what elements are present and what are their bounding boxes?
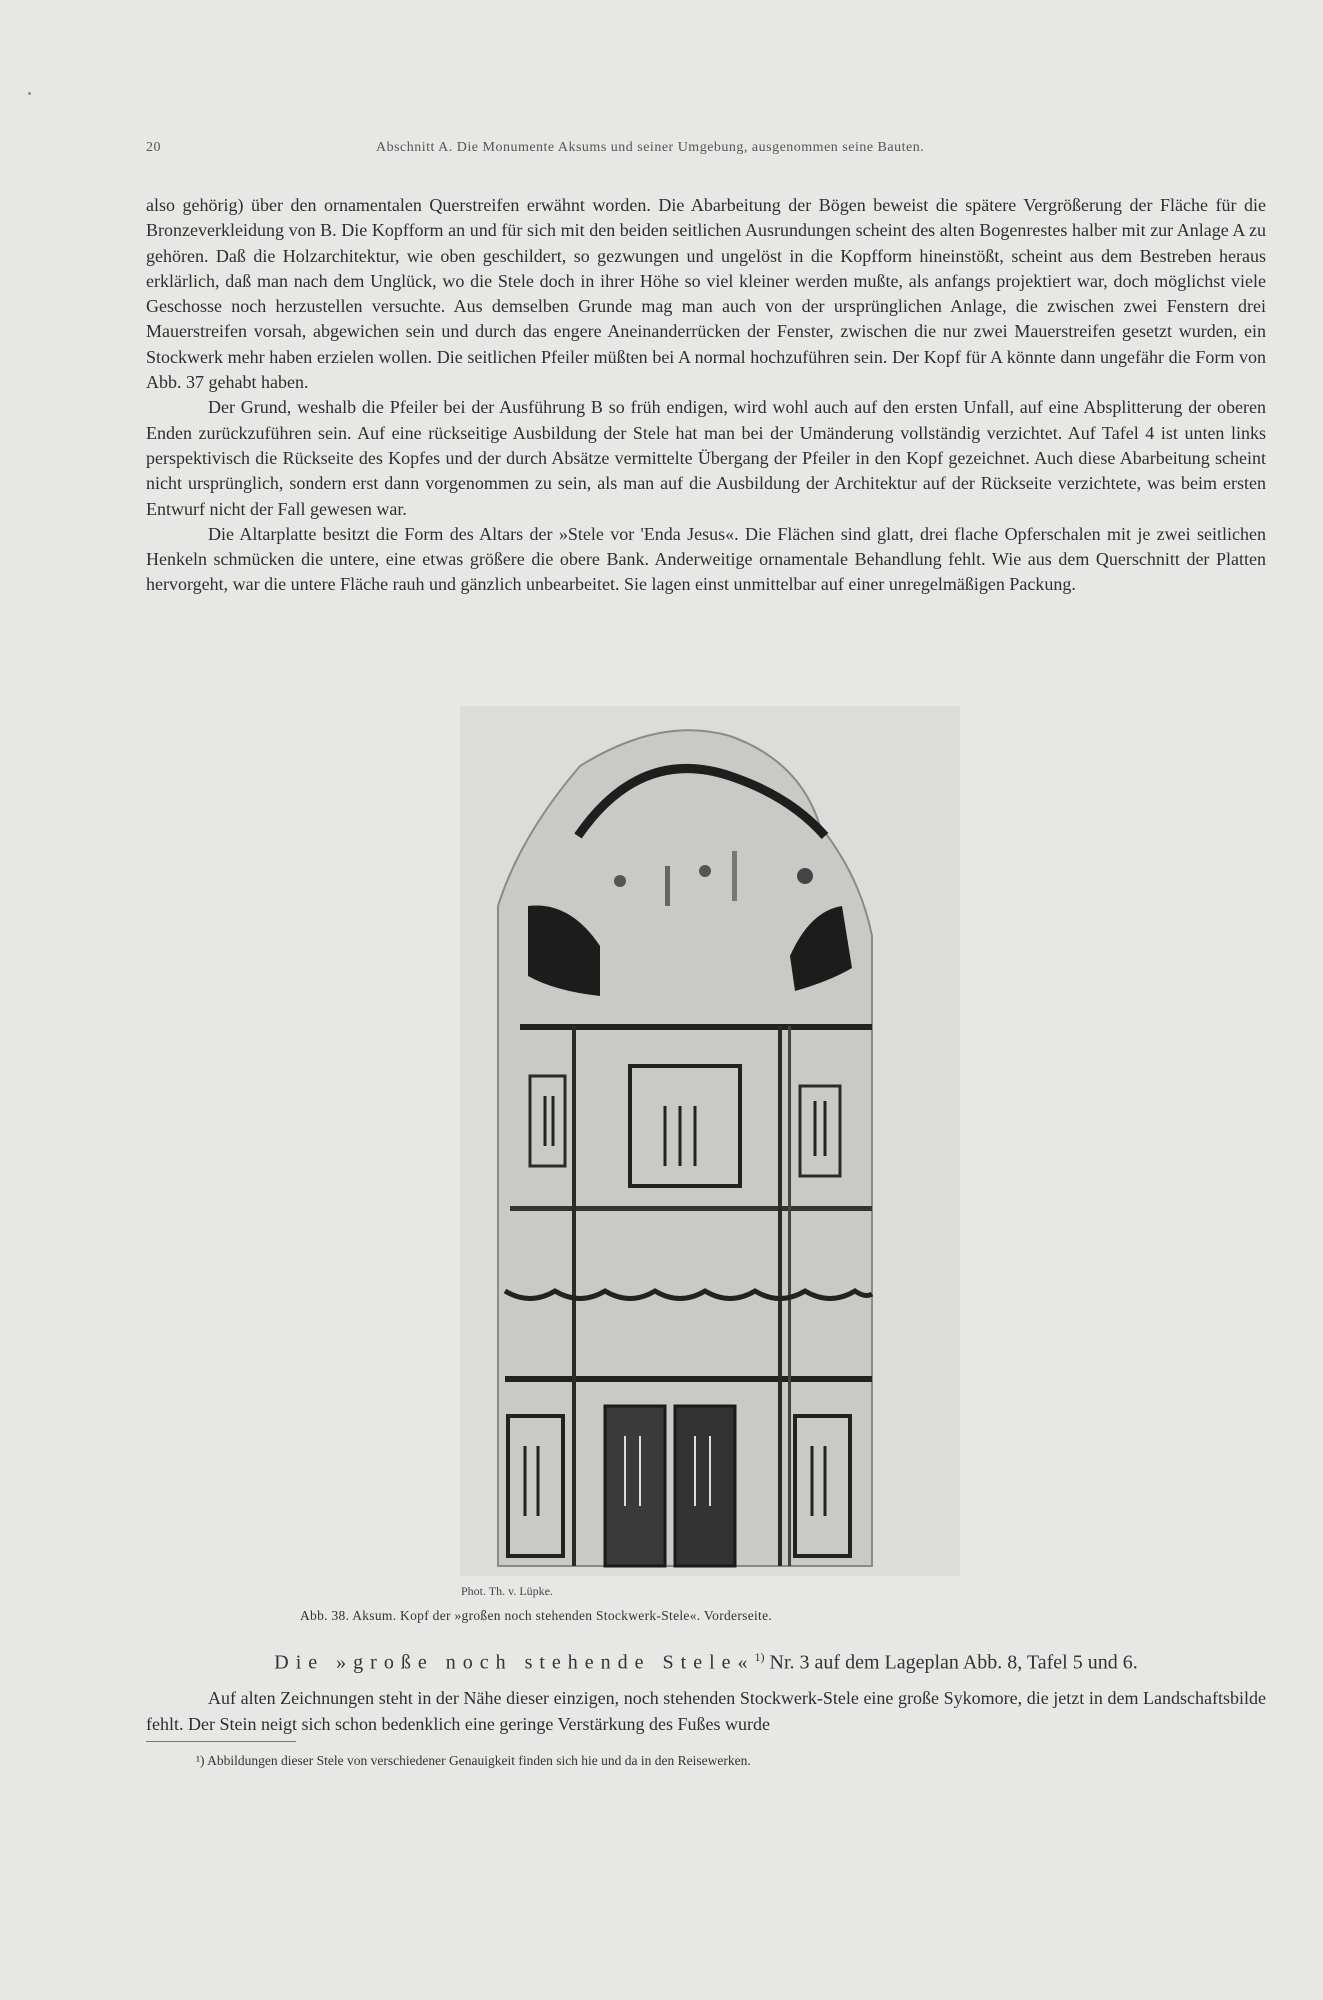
paragraph-3: Die Altarplatte besitzt die Form des Altars der »Stele vor 'Enda Jesus«. Die Flächen sind glatt, drei flache Opferschalen mit je zwei seitlichen Henkeln schmücken die untere, eine etwas größere die obere Bank. Anderweitige ornamentale Behandlung fehlt. Wie aus dem Querschnitt der Platten hervorgeht, war die untere Fläche rauh und gänzlich unbearbeitet. Sie lagen einst unmittelbar auf einer unregelmäßigen Packung.: [146, 523, 1266, 595]
section-paragraph: Auf alten Zeichnungen steht in der Nähe dieser einzigen, noch stehenden Stockwerk-Stele eine große Sykomore, die jetzt in dem Landschaftsbilde fehlt. Der Stein neigt sich schon bedenklich eine geringe Verstärkung des Fußes wurde: [146, 1688, 1266, 1734]
stele-photograph: [460, 706, 960, 1576]
running-title: Abschnitt A. Die Monumente Aksums und seiner Umgebung, ausgenommen seine Bauten.: [376, 140, 925, 155]
scan-speck: [28, 92, 31, 95]
figure-caption: Abb. 38. Aksum. Kopf der »großen noch stehenden Stockwerk-Stele«. Vorderseite.: [300, 1608, 773, 1623]
section-body: [146, 1685, 1266, 1737]
paragraph-2: Der Grund, weshalb die Pfeiler bei der Ausführung B so früh endigen, wird wohl auch auf den ersten Unfall, auf eine Absplitterung der oberen Enden zurückzuführen sein. Auf eine rückseitige Ausbildung der Stele hat man bei der Umänderung vollständig verzichtet. Auf Tafel 4 ist unten links perspektivisch die Rückseite des Kopfes und der durch Absätze vermittelte Übergang der Pfeiler in den Kopf gezeichnet. Auch diese Abarbeitung scheint nicht ursprünglich, sondern erst dann vorgenommen zu sein, als man auf die Ausbildung der Architektur auf der Rückseite verzichtete, was beim ersten Entwurf nicht der Fall gewesen war.: [146, 397, 1266, 519]
page-number: 20: [146, 140, 161, 155]
footnote-marker: 1): [754, 1650, 765, 1664]
footnote: ¹) Abbildungen dieser Stele von verschiedener Genauigkeit finden sich hie und da in den Reisewerken.: [196, 1753, 751, 1768]
photo-credit: Phot. Th. v. Lüpke.: [461, 1584, 553, 1598]
paragraph-1: also gehörig) über den ornamentalen Querstreifen erwähnt worden. Die Abarbeitung der Bögen beweist die spätere Vergrößerung der Fläche für die Bronzeverkleidung von B. Die Kopfform an und für sich mit den beiden seitlichen Ausrundungen scheint des alten Bogenrestes halber mit zur Anlage A zu gehören. Daß die Holzarchitektur, wie oben geschildert, so gezwungen und ungelöst in die Kopfform hineinstößt, scheint aus dem Bestreben heraus erklärlich, daß man nach dem Unglück, wo die Stele doch in ihrer Höhe so viel kleiner werden mußte, als anfangs projektiert war, doch möglichst viele Geschosse noch herzustellen versuchte. Aus demselben Grunde mag man auch von der ursprünglichen Anlage, die zwischen zwei Fenstern drei Mauerstreifen vorsah, abgewichen sein und durch das engere Aneinanderrücken der Fenster, zwischen die nur zwei Mauerstreifen gesetzt wurden, ein Stockwerk mehr haben erzielen wollen. Die seitlichen Pfeiler müßten bei A normal hochzuführen sein. Der Kopf für A könnte dann ungefähr die Form von Abb. 37 gehabt haben.: [146, 195, 1266, 393]
body-text: [146, 193, 1266, 598]
section-heading-rest: Nr. 3 auf dem Lageplan Abb. 8, Tafel 5 und 6.: [764, 1651, 1138, 1674]
section-heading-title: Die »große noch stehende Stele«: [274, 1651, 755, 1674]
footnote-rule: [146, 1741, 296, 1742]
section-heading: [146, 1650, 1266, 1675]
